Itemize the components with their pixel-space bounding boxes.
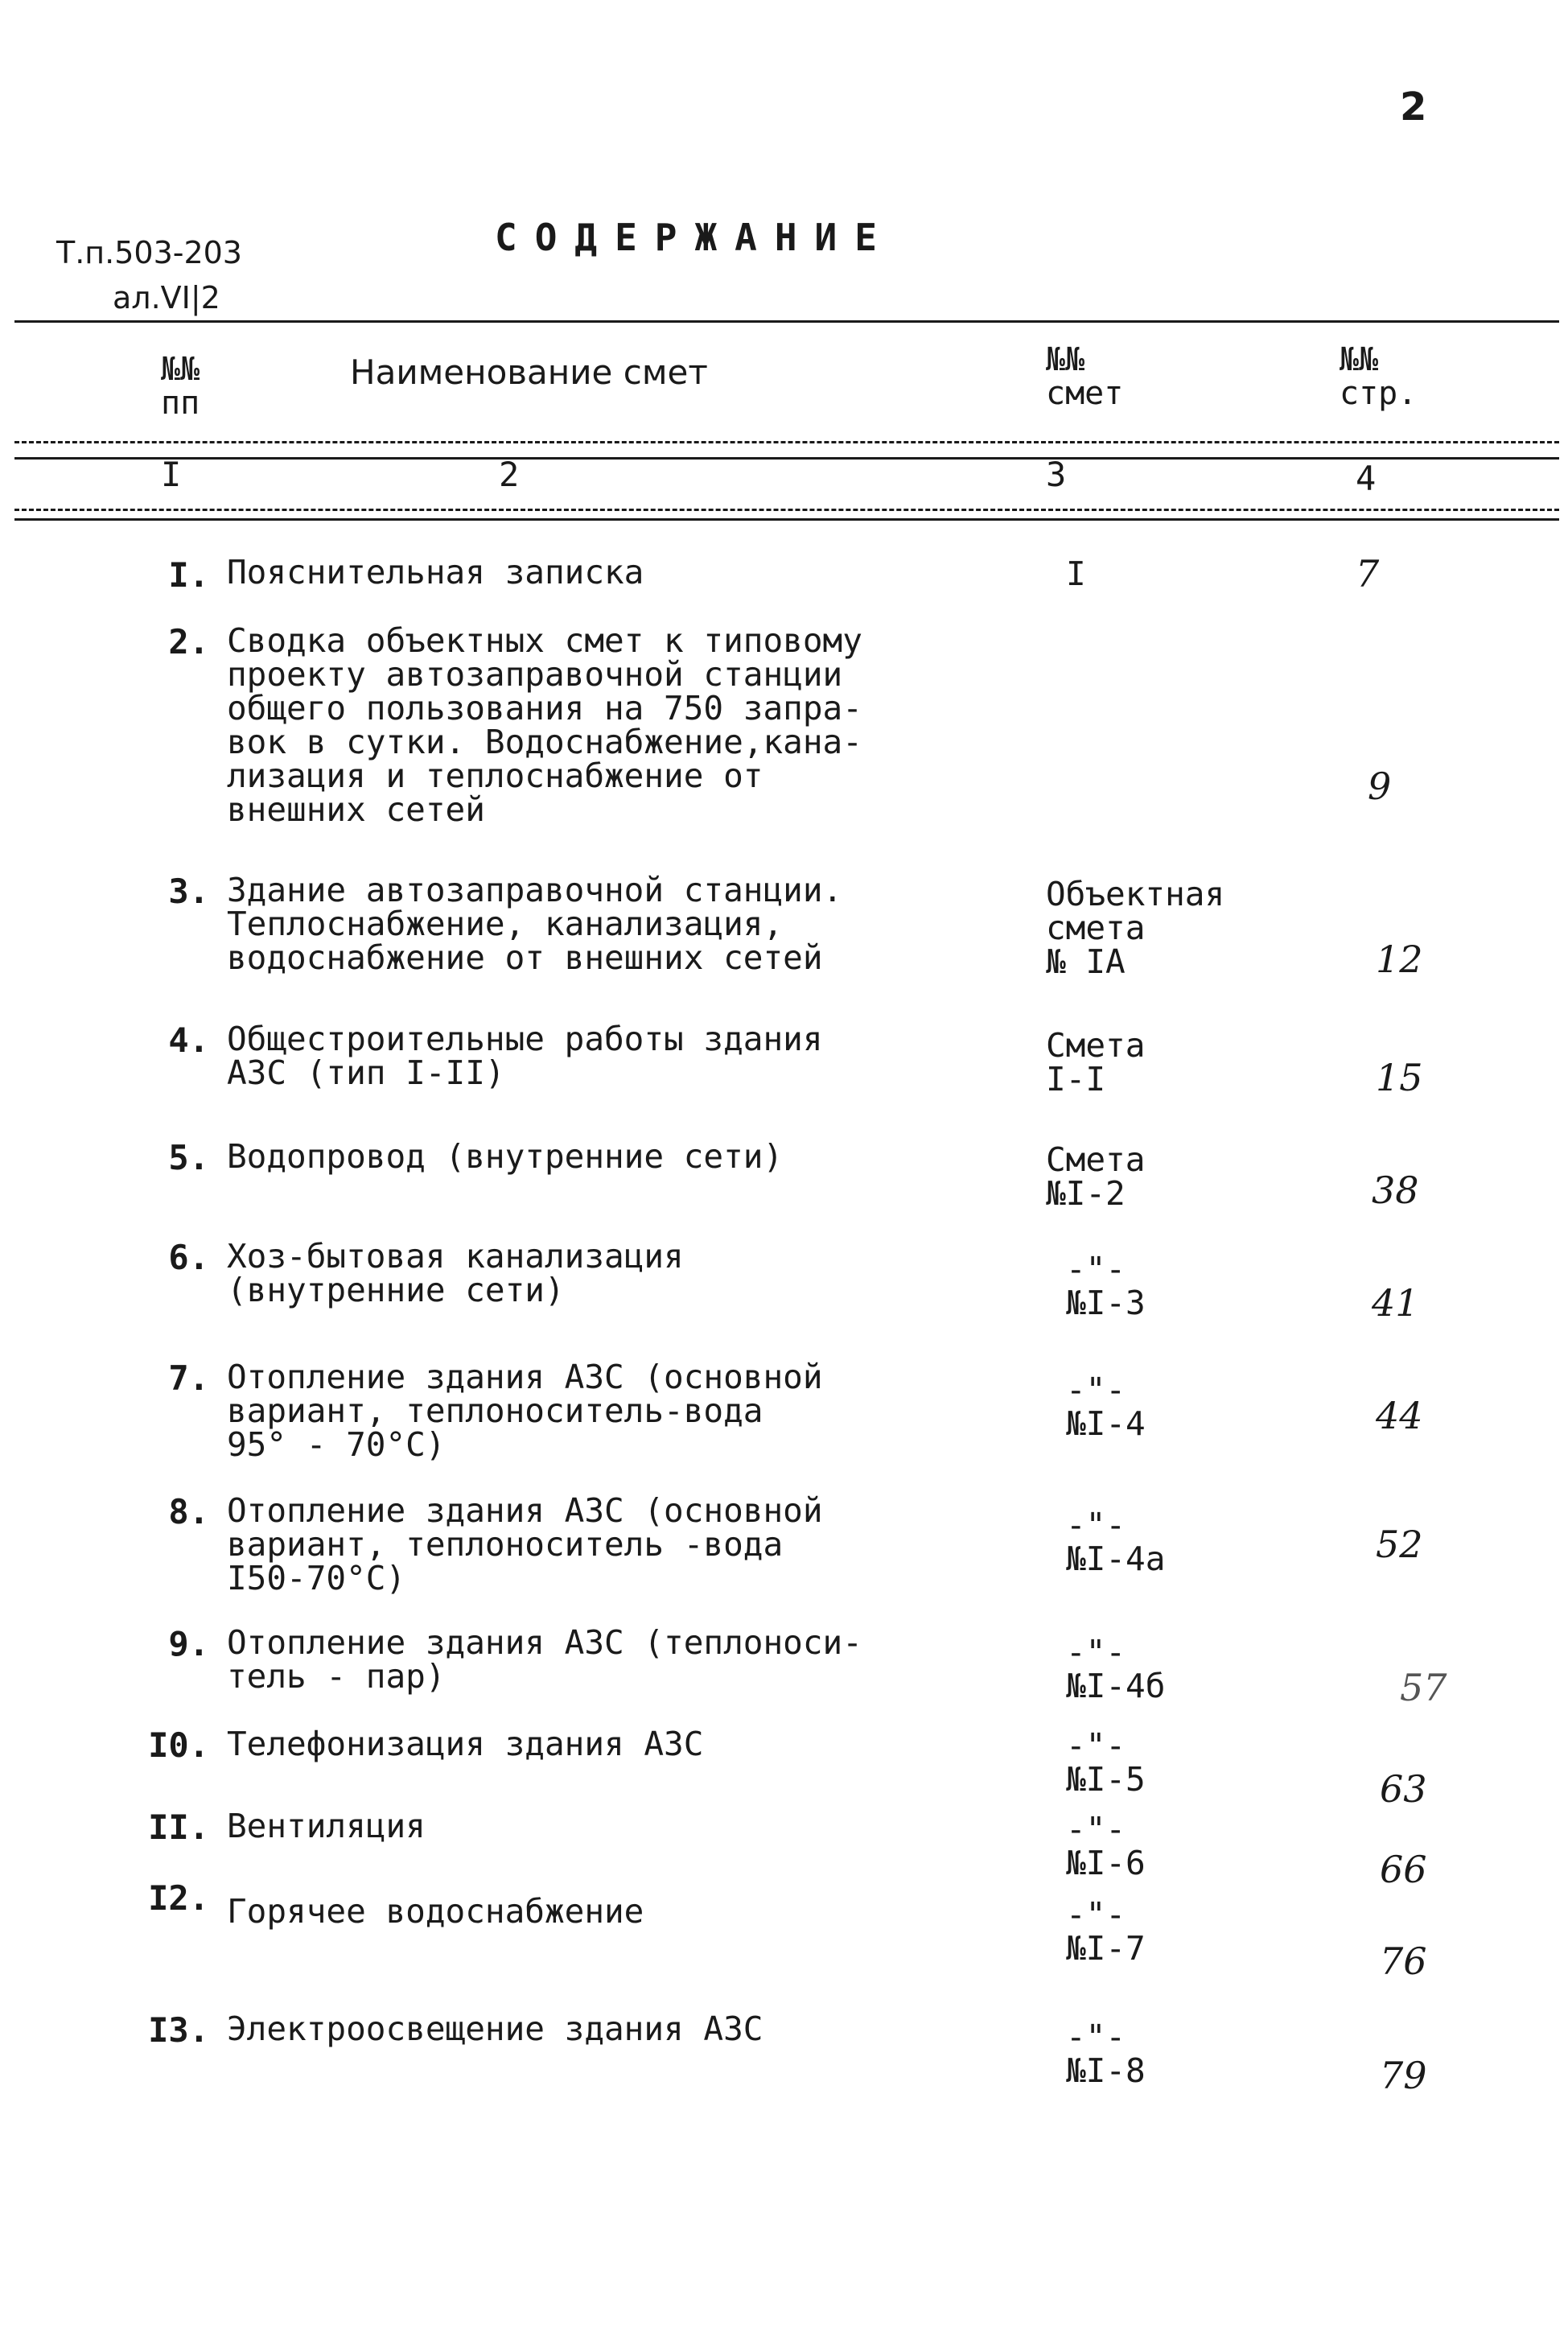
doc-code-line1: Т.п.503-203 <box>56 235 242 270</box>
row-6-page: 41 <box>1372 1281 1419 1325</box>
row-9-name: Отопление здания АЗС (теплоноси- тель - пар) <box>227 1623 862 1696</box>
row-5-num: 5. <box>168 1138 209 1177</box>
row-8-num: 8. <box>168 1492 209 1531</box>
colnum-4: 4 <box>1356 459 1377 498</box>
header-bottom-rule-2 <box>14 457 1559 460</box>
header-name: Наименование смет <box>350 352 708 392</box>
row-8-page: 52 <box>1376 1523 1423 1566</box>
colnum-bottom-rule-2 <box>14 518 1559 521</box>
page-number: 2 <box>1400 85 1427 130</box>
colnum-3: 3 <box>1046 455 1067 494</box>
row-5-page: 38 <box>1372 1169 1419 1212</box>
row-11-num: II. <box>148 1808 209 1847</box>
row-1-name: Пояснительная записка <box>227 553 644 592</box>
row-8-smeta: -"- №I-4а <box>1066 1506 1166 1578</box>
colnum-bottom-rule <box>14 509 1559 511</box>
row-6-num: 6. <box>168 1238 209 1277</box>
row-3-num: 3. <box>168 872 209 911</box>
row-9-smeta: -"- №I-4б <box>1066 1633 1166 1705</box>
row-11-name: Вентиляция <box>227 1807 426 1845</box>
row-13-name: Электроосвещение здания АЗС <box>227 2010 763 2048</box>
row-9-num: 9. <box>168 1624 209 1663</box>
table-top-rule <box>14 320 1559 323</box>
row-5-smeta: Смета №I-2 <box>1046 1140 1146 1213</box>
row-11-page: 66 <box>1380 1848 1427 1891</box>
row-6-name: Хоз-бытовая канализация (внутренние сети) <box>227 1237 684 1309</box>
row-7-name: Отопление здания АЗС (основной вариант, теплоноситель-вода 95° - 70°C) <box>227 1358 823 1464</box>
row-3-smeta: Объектная смета № IA <box>1046 875 1225 981</box>
row-12-page: 76 <box>1380 1939 1427 1983</box>
row-12-name: Горячее водоснабжение <box>227 1892 644 1931</box>
row-11-smeta: -"- №I-6 <box>1066 1810 1146 1882</box>
row-13-smeta: -"- №I-8 <box>1066 2018 1146 2090</box>
row-13-num: I3. <box>148 2010 209 2050</box>
header-page: №№ стр. <box>1340 341 1418 412</box>
row-2-name: Сводка объектных смет к типовому проекту автозаправочной станции общего пользования на 750 запра- вок в сутки. Водоснабжение,кана- лизация и теплоснабжение от внешних сетей <box>227 621 862 829</box>
colnum-1: I <box>161 455 182 494</box>
row-4-num: 4. <box>168 1020 209 1060</box>
row-7-page: 44 <box>1376 1394 1423 1437</box>
row-3-page: 12 <box>1376 938 1423 981</box>
row-3-name: Здание автозаправочной станции. Теплоснабжение, канализация, водоснабжение от внешних сетей <box>227 871 843 977</box>
row-1-page: 7 <box>1356 552 1380 596</box>
row-1-smeta: I <box>1066 554 1086 593</box>
row-10-smeta: -"- №I-5 <box>1066 1726 1146 1799</box>
row-13-page: 79 <box>1380 2054 1427 2097</box>
row-10-name: Телефонизация здания АЗС <box>227 1725 704 1763</box>
colnum-2: 2 <box>499 455 520 494</box>
row-12-smeta: -"- №I-7 <box>1066 1895 1146 1968</box>
row-12-num: I2. <box>148 1878 209 1918</box>
row-2-page: 9 <box>1368 765 1392 808</box>
row-10-page: 63 <box>1380 1767 1427 1811</box>
header-bottom-rule <box>14 441 1559 443</box>
row-4-page: 15 <box>1376 1056 1423 1099</box>
row-4-smeta: Смета I-I <box>1046 1026 1146 1099</box>
page-title: СОДЕРЖАНИЕ <box>495 216 895 259</box>
row-1-num: I. <box>168 555 209 595</box>
row-9-page: 57 <box>1400 1666 1447 1709</box>
doc-code-line2: ал.VI|2 <box>113 280 220 315</box>
row-7-num: 7. <box>168 1358 209 1398</box>
header-smeta: №№ смет <box>1046 341 1124 412</box>
row-8-name: Отопление здания АЗС (основной вариант, теплоноситель -вода I50-70°C) <box>227 1491 823 1597</box>
row-4-name: Общестроительные работы здания АЗС (тип I-II) <box>227 1020 823 1092</box>
header-num: №№ пп <box>161 351 200 422</box>
row-2-num: 2. <box>168 622 209 662</box>
row-10-num: I0. <box>148 1725 209 1765</box>
row-6-smeta: -"- №I-3 <box>1066 1250 1146 1322</box>
row-5-name: Водопровод (внутренние сети) <box>227 1137 784 1176</box>
row-7-smeta: -"- №I-4 <box>1066 1371 1146 1443</box>
